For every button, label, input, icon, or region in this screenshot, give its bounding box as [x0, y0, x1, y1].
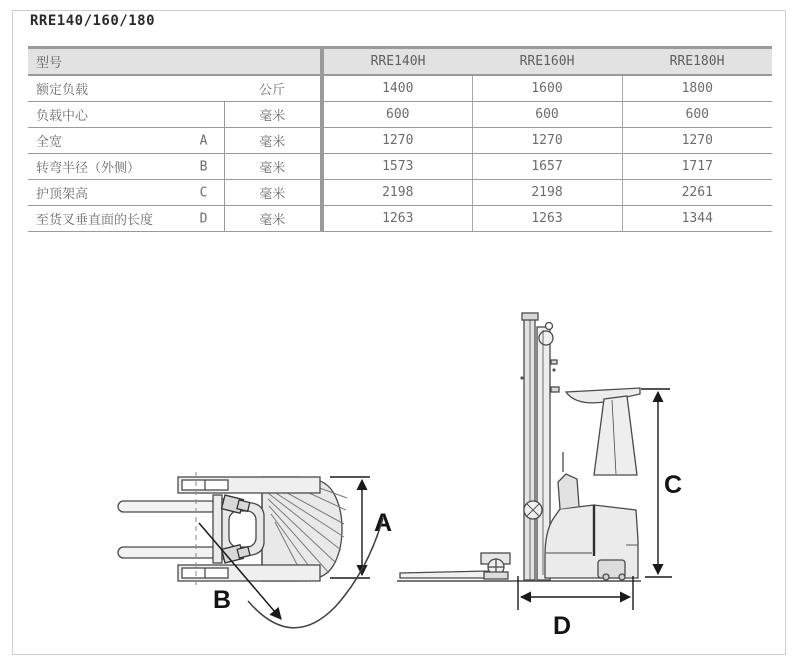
model-name-3: RRE180H [622, 48, 772, 76]
cell-value: 2198 [472, 180, 622, 206]
cell-value: 600 [622, 102, 772, 128]
row-label: 转弯半径（外侧） [36, 160, 141, 175]
model-name-1: RRE140H [322, 48, 472, 76]
cell-value: 1270 [322, 128, 472, 154]
forks-side-view [400, 571, 488, 578]
row-unit: 毫米 [224, 154, 322, 180]
front-caster [481, 553, 510, 579]
cell-value: 1270 [622, 128, 772, 154]
row-letter: B [199, 159, 208, 174]
page-title: RRE140/160/180 [30, 13, 156, 29]
model-header-label: 型号 [28, 48, 322, 76]
fork-carriage [213, 495, 222, 563]
row-letter: A [199, 133, 208, 148]
row-unit: 毫米 [224, 206, 322, 232]
row-label: 全宽 [36, 134, 63, 149]
row-unit: 毫米 [224, 102, 322, 128]
row-label: 负载中心 [36, 108, 89, 123]
cell-value: 600 [322, 102, 472, 128]
row-unit: 公斤 [224, 75, 322, 102]
cell-value: 1600 [472, 75, 622, 102]
dimension-label-c: C [664, 471, 683, 499]
side-view-drawing [397, 313, 682, 640]
cell-value: 1270 [472, 128, 622, 154]
row-label: 额定负载 [36, 82, 89, 97]
cell-value: 2198 [322, 180, 472, 206]
dimension-label-d: D [553, 612, 572, 640]
cell-value: 1263 [472, 206, 622, 232]
row-letter: D [199, 211, 208, 226]
cell-value: 1657 [472, 154, 622, 180]
row-letter: C [199, 185, 208, 200]
model-name-2: RRE160H [472, 48, 622, 76]
cell-value: 1717 [622, 154, 772, 180]
row-label: 护顶架高 [36, 186, 89, 201]
dimension-label-a: A [374, 509, 393, 537]
forks-top-view [118, 501, 217, 558]
cell-value: 1400 [322, 75, 472, 102]
dimension-label-b: B [213, 586, 232, 614]
row-unit: 毫米 [224, 180, 322, 206]
overhead-guard [566, 388, 640, 475]
cell-value: 1344 [622, 206, 772, 232]
cell-value: 2261 [622, 180, 772, 206]
cell-value: 1573 [322, 154, 472, 180]
cell-value: 600 [472, 102, 622, 128]
top-view-drawing [118, 472, 392, 628]
cell-value: 1263 [322, 206, 472, 232]
cell-value: 1800 [622, 75, 772, 102]
row-unit: 毫米 [224, 128, 322, 154]
row-label: 至货叉垂直面的长度 [36, 212, 154, 227]
